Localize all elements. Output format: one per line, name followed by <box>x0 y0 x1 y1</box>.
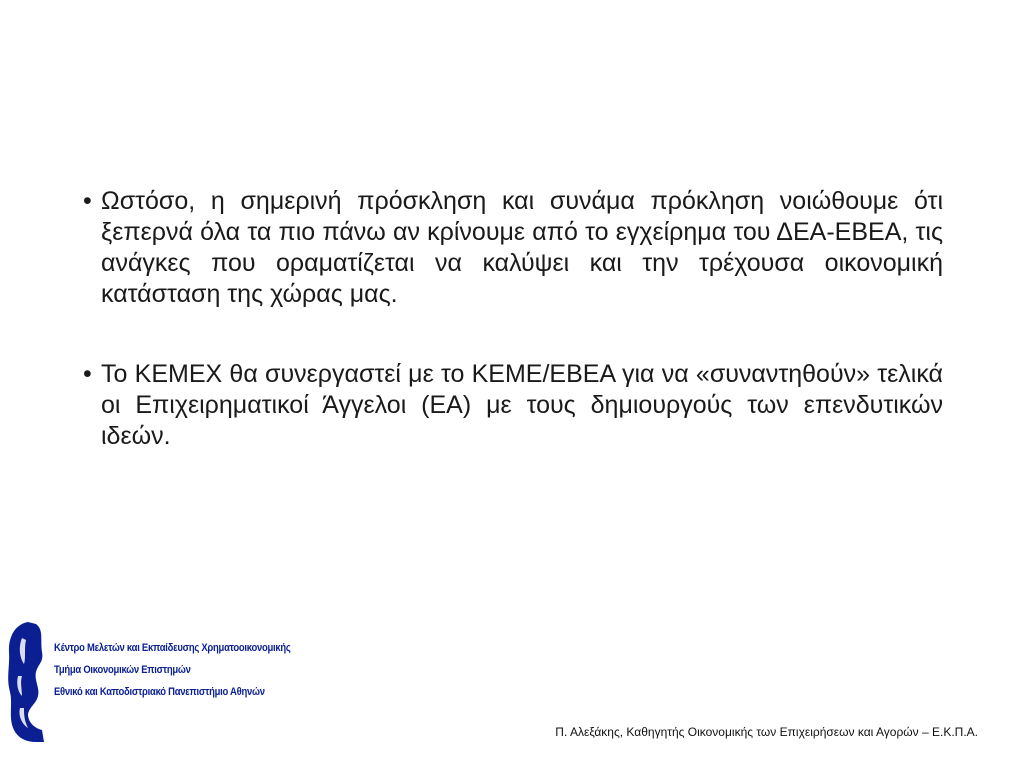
bullet-item <box>83 359 943 452</box>
athena-helmet-logo-icon <box>4 618 48 746</box>
institution-line: Τμήμα Οικονομικών Επιστημών <box>54 664 191 676</box>
slide-body <box>83 186 943 452</box>
institution-line: Εθνικό και Καποδιστριακό Πανεπιστήμιο Αθηνών <box>54 686 265 698</box>
institution-logo-text <box>54 637 291 703</box>
bullet-marker: • <box>83 360 92 388</box>
bullet-marker: • <box>83 187 92 215</box>
bullet-text: Το ΚΕΜΕΧ θα συνεργαστεί με το ΚΕΜΕ/ΕΒΕΑ για να «συναντηθούν» τελικά οι Επιχειρηματικοί Άγγελοι (ΕΑ) με τους δημιουργούς των επενδυτικών ιδεών. <box>101 360 943 450</box>
slide-footer: Π. Αλεξάκης, Καθηγητής Οικονομικής των Επιχειρήσεων και Αγορών – Ε.Κ.Π.Α. <box>555 725 978 739</box>
institution-line: Κέντρο Μελετών και Εκπαίδευσης Χρηματοοικονομικής <box>54 642 291 654</box>
bullet-item <box>83 186 943 310</box>
bullet-text: Ωστόσο, η σημερινή πρόσκληση και συνάμα πρόκληση νοιώθουμε ότι ξεπερνά όλα τα πιο πάνω αν κρίνουμε από το εγχείρημα του ΔΕΑ-ΕΒΕΑ, τις ανάγκες που οραματίζεται να καλύψει και την τρέχουσα οικονομική κατάσταση της χώρας μας. <box>101 187 943 308</box>
